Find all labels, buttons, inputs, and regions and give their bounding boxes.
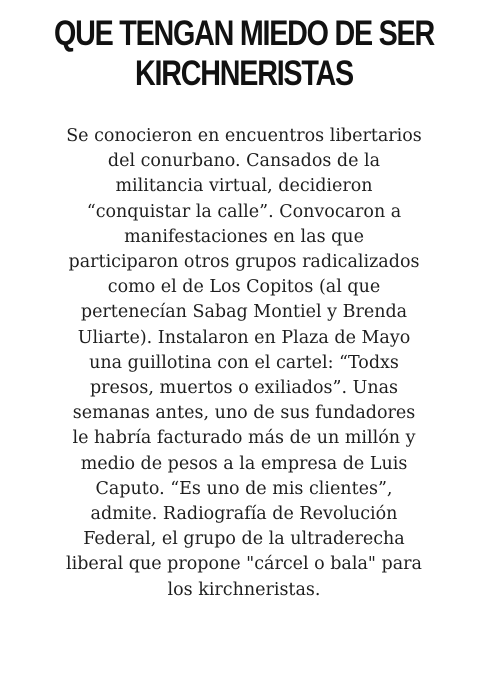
headline-line: QUE TENGAN MIEDO DE SER	[54, 14, 434, 53]
headline-line: KIRCHNERISTAS	[135, 54, 353, 93]
summary-line: Se conocieron en encuentros libertarios	[66, 126, 422, 146]
summary-line: participaron otros grupos radicalizados	[68, 252, 420, 273]
summary-line: como el de Los Copitos (al que	[107, 277, 381, 298]
summary-line: los kirchneristas.	[167, 579, 321, 600]
headline	[52, 14, 436, 94]
summary-line: Uliarte). Instalaron en Plaza de Mayo	[77, 327, 411, 348]
summary-line: militancia virtual, decidieron	[115, 176, 373, 197]
summary-line: medio de pesos a la empresa de Luis	[80, 453, 408, 474]
summary-line: una guillotina con el cartel: “Todxs	[89, 352, 399, 373]
summary-line: del conurbano. Cansados de la	[107, 151, 381, 172]
summary-line: admite. Radiografía de Revolución	[90, 504, 398, 525]
summary-line: le habría facturado más de un millón y	[72, 428, 416, 449]
article-summary	[30, 124, 458, 603]
summary-line: liberal que propone "cárcel o bala" para	[66, 554, 422, 575]
summary-line: Caputo. “Es uno de mis clientes”,	[95, 478, 393, 499]
summary-line: pertenecían Sabag Montiel y Brenda	[80, 302, 408, 323]
summary-line: semanas antes, uno de sus fundadores	[72, 403, 416, 424]
summary-line: presos, muertos o exiliados”. Unas	[89, 378, 399, 399]
summary-line: Federal, el grupo de la ultraderecha	[83, 529, 405, 550]
summary-line: manifestaciones en las que	[124, 226, 364, 247]
summary-line: “conquistar la calle”. Convocaron a	[86, 201, 402, 222]
